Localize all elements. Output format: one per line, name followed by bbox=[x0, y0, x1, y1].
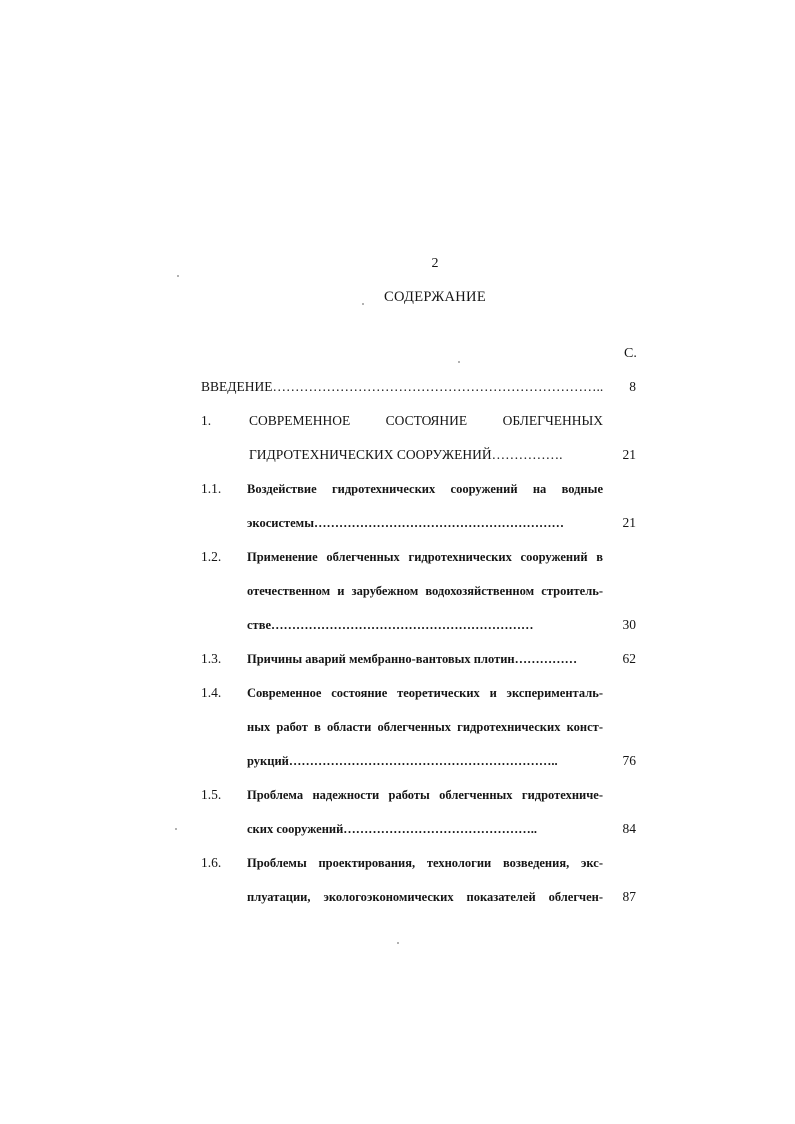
toc-entry-title-line: ных работ в области облегченных гидротехнических конст- bbox=[247, 720, 603, 734]
page-column-header: С. bbox=[624, 346, 637, 361]
toc-entry-page: 62 bbox=[622, 651, 636, 666]
toc-entry-number: 1.5. bbox=[201, 787, 222, 802]
toc-entry-title-line: ГИДРОТЕХНИЧЕСКИХ СООРУЖЕНИЙ……………. bbox=[249, 447, 563, 462]
toc-entry-number: 1.3. bbox=[201, 651, 222, 666]
toc-entry-number: 1.1. bbox=[201, 481, 222, 496]
toc-entry-number: 1. bbox=[201, 413, 212, 428]
toc-entry-title-line: рукций……………………………………………………….. bbox=[247, 754, 558, 768]
toc-entry-title-line: Причины аварий мембранно-вантовых плотин…………… bbox=[247, 652, 578, 666]
scan-speck bbox=[362, 303, 364, 305]
toc-title: СОДЕРЖАНИЕ bbox=[384, 289, 486, 305]
toc-entry-title-line: Проблемы проектирования, технологии возведения, экс- bbox=[247, 856, 603, 870]
scan-speck bbox=[458, 361, 460, 363]
page-number: 2 bbox=[431, 256, 439, 271]
toc-entry-title-line: стве……………………………………………………… bbox=[247, 618, 534, 632]
toc-entry-page: 76 bbox=[622, 753, 636, 768]
toc-entry-title-line: Применение облегченных гидротехнических сооружений в bbox=[247, 550, 603, 564]
toc-entry-number: 1.2. bbox=[201, 549, 222, 564]
toc-entry-title-line: Современное состояние теоретических и эксперименталь- bbox=[247, 686, 603, 700]
toc-entry-page: 30 bbox=[622, 617, 636, 632]
toc-entry-title-line: плуатации, экологоэкономических показателей облегчен- bbox=[247, 890, 603, 904]
toc-entry-number: 1.4. bbox=[201, 685, 222, 700]
toc-entry-title: ВВЕДЕНИЕ……………………………………………………………….. bbox=[201, 379, 604, 394]
scan-speck bbox=[397, 942, 399, 944]
toc-entry-title-line: СОВРЕМЕННОЕ СОСТОЯНИЕ ОБЛЕГЧЕННЫХ bbox=[249, 413, 603, 428]
toc-entry-title-line: экосистемы…………………………………………………… bbox=[247, 516, 564, 530]
toc-entry-page: 8 bbox=[629, 379, 636, 394]
scan-speck bbox=[177, 275, 179, 277]
toc-entry-number: 1.6. bbox=[201, 855, 222, 870]
toc-entry-title-line: отечественном и зарубежном водохозяйственном строитель- bbox=[247, 584, 603, 598]
toc-entry-page: 87 bbox=[622, 889, 636, 904]
toc-entry-page: 84 bbox=[622, 821, 636, 836]
scan-speck bbox=[175, 828, 177, 830]
toc-entry-page: 21 bbox=[622, 447, 636, 462]
toc-entry-page: 21 bbox=[622, 515, 636, 530]
toc-entry-title-line: Проблема надежности работы облегченных гидротехниче- bbox=[247, 788, 603, 802]
toc-entry-title-line: ских сооружений……………………………………….. bbox=[247, 822, 538, 836]
toc-entry-title-line: Воздействие гидротехнических сооружений на водные bbox=[247, 482, 603, 496]
